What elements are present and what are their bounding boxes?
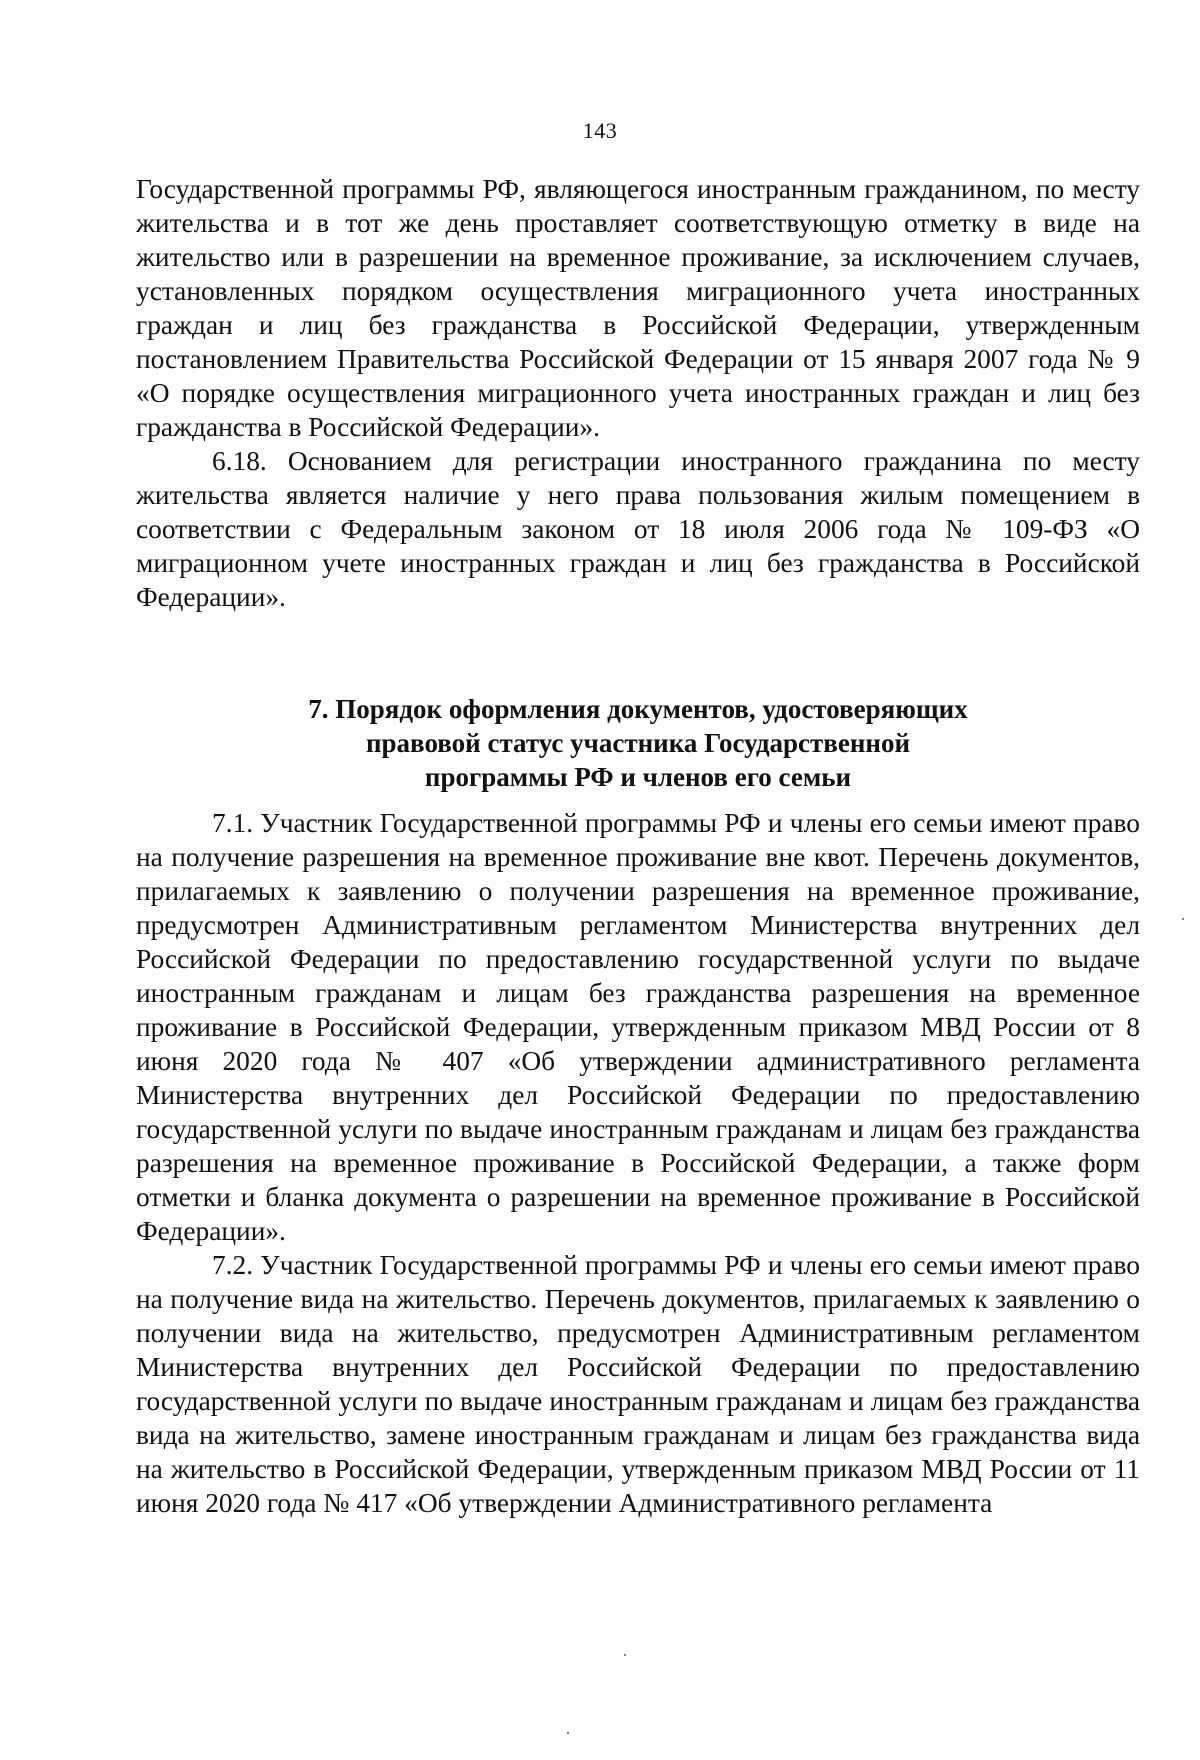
section-heading-line-1: 7. Порядок оформления документов, удостоверяющих [308, 694, 968, 724]
paragraph-7-1: 7.1. Участник Государственной программы РФ и члены его семьи имеют право на получение разрешения на временное проживание вне квот. Перечень документов, прилагаемых к заявлению о получении разрешения на временное проживание, предусмотрен Административным регламентом Министерства внутренних дел Российской Федерации по предоставлению государственной услуги по выдаче иностранным гражданам и лицам без гражданства разрешения на временное проживание в Российской Федерации, утвержденным приказом МВД России от 8 июня 2020 года № 407 «Об утверждении административного регламента Министерства внутренних дел Российской Федерации по предоставлению государственной услуги по выдаче иностранным гражданам и лицам без гражданства разрешения на временное проживание в Российской Федерации, а также форм отметки и бланка документа о разрешении на временное проживание в Российской Федерации». [136, 808, 1140, 1246]
scan-speck [624, 1654, 626, 1656]
section-heading [136, 692, 1140, 794]
text-block-before-heading [136, 172, 1140, 614]
section-heading-line-2: правовой статус участника Государственной [365, 728, 911, 758]
paragraph-7-2: 7.2. Участник Государственной программы РФ и члены его семьи имеют право на получение вида на жительство. Перечень документов, прилагаемых к заявлению о получении вида на жительство, предусмотрен Административным регламентом Министерства внутренних дел Российской Федерации по предоставлению государственной услуги по выдаче иностранным гражданам и лицам без гражданства вида на жительство, замене иностранным гражданам и лицам без гражданства вида на жительство в Российской Федерации, утвержденным приказом МВД России от 11 июня 2020 года № 417 «Об утверждении Административного регламента [136, 1250, 1140, 1518]
text-block-section-7 [136, 806, 1140, 1520]
section-heading-line-3: программы РФ и членов его семьи [424, 762, 852, 792]
scan-speck [1182, 918, 1184, 920]
paragraph-6-18: 6.18. Основанием для регистрации иностранного гражданина по месту жительства является наличие у него права пользования жилым помещением в соответствии с Федеральным законом от 18 июля 2006 года № 109-ФЗ «О миграционном учете иностранных граждан и лиц без гражданства в Российской Федерации». [136, 446, 1140, 612]
page-number: 143 [582, 118, 618, 143]
scan-speck [567, 1732, 569, 1734]
paragraph-continuation: Государственной программы РФ, являющегося иностранным гражданином, по месту жительства и в тот же день проставляет соответствующую отметку в виде на жительство или в разрешении на временное проживание, за исключением случаев, установленных порядком осуществления миграционного учета иностранных граждан и лиц без гражданства в Российской Федерации, утвержденным постановлением Правительства Российской Федерации от 15 января 2007 года № 9 «О порядке осуществления миграционного учета иностранных граждан и лиц без гражданства в Российской Федерации». [136, 174, 1140, 442]
